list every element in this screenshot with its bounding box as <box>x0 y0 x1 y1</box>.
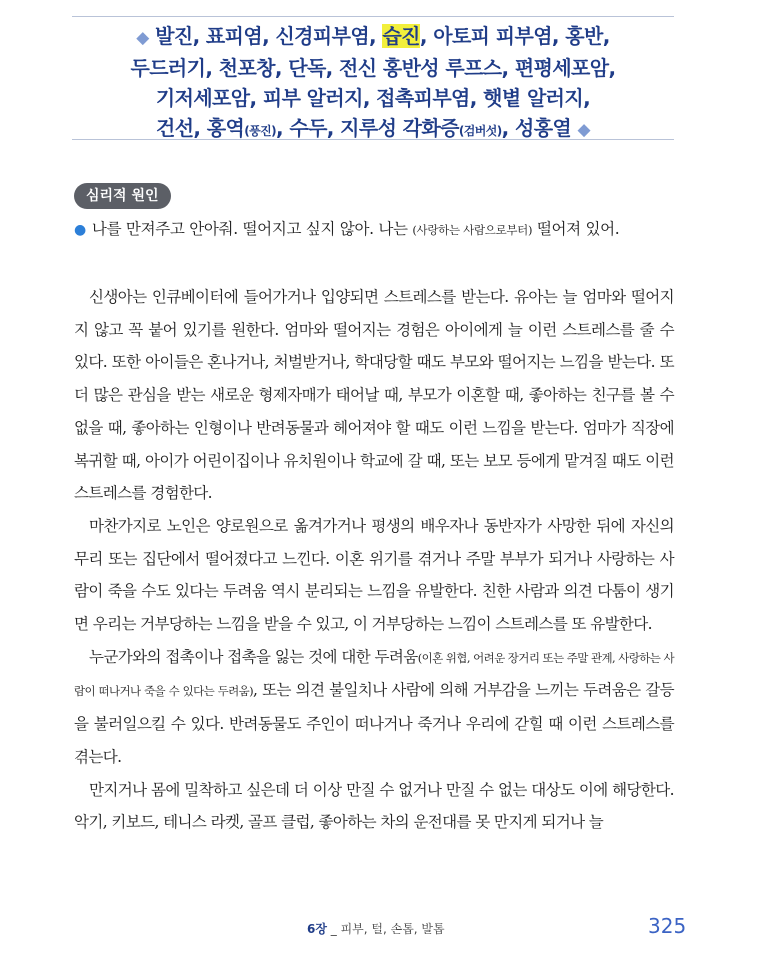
bullet-item: ● 나를 만져주고 안아줘. 떨어지고 싶지 않아. 나는 (사랑하는 사람으로부터) 떨어져 있어. <box>74 220 620 238</box>
header-line-2: 두드러기, 천포창, 단독, 전신 홍반성 루프스, 편평세포암, <box>130 56 616 80</box>
header-line-1: ◆ 발진, 표피염, 신경피부염, 습진, 아토피 피부염, 홍반, <box>136 24 610 48</box>
section-badge: 심리적 원인 <box>74 183 171 209</box>
page-footer <box>0 912 773 942</box>
body-text <box>74 281 674 839</box>
diamond-icon: ◆ <box>136 28 149 48</box>
paragraph: 신생아는 인큐베이터에 들어가거나 입양되면 스트레스를 받는다. 유아는 늘 엄마와 떨어지지 않고 꼭 붙어 있기를 원한다. 엄마와 떨어지는 경험은 아이에게 늘 이런 스트레스를 줄 수 있다. 또한 아이들은 혼나거나, 처벌받거나, 학대당할 때도 부모와 떨어지는 느낌을 받는다. 또 더 많은 관심을 받는 새로운 형제자매가 태어날 때, 부모가 이혼할 때, 좋아하는 친구를 볼 수 없을 때, 좋아하는 인형이나 반려동물과 헤어져야 할 때도 이런 느낌을 받는다. 엄마가 직장에 복귀할 때, 아이가 어린이집이나 유치원이나 학교에 갈 때, 또는 보모 등에게 맡겨질 때도 이런 스트레스를 경험한다. <box>74 288 674 503</box>
paragraph: 누군가와의 접촉이나 접촉을 잃는 것에 대한 두려움(이혼 위협, 어려운 장거리 또는 주말 관계, 사랑하는 사람이 떠나거나 죽을 수 있다는 두려움), 또는 의견 불일치나 사람에 의해 거부감을 느끼는 두려움은 갈등을 불러일으킬 수 있다. 반려동물도 주인이 떠나거나 죽거나 우리에 갇힐 때 이런 스트레스를 겪는다. <box>74 647 674 766</box>
diamond-icon: ◆ <box>577 120 590 140</box>
conditions-header <box>72 16 674 140</box>
highlighted-term: 습진 <box>382 24 420 48</box>
page-number: 325 <box>648 914 687 938</box>
header-line-4: 건선, 홍역(풍진), 수두, 지루성 각화증(검버섯), 성홍열 ◆ <box>155 116 590 140</box>
paragraph: 마찬가지로 노인은 양로원으로 옮겨가거나 평생의 배우자나 동반자가 사망한 뒤에 자신의 무리 또는 집단에서 떨어졌다고 느낀다. 이혼 위기를 겪거나 주말 부부가 되거나 사랑하는 사람이 죽을 수도 있다는 두려움 역시 분리되는 느낌을 유발한다. 친한 사람과 의견 다툼이 생기면 우리는 거부당하는 느낌을 받을 수 있고, 이 거부당하는 느낌이 스트레스를 또 유발한다. <box>74 516 674 634</box>
chapter-label: 6장 _ 피부, 털, 손톱, 발톱 <box>307 922 445 936</box>
bullet-dot-icon: ● <box>74 222 86 238</box>
header-line-3: 기저세포암, 피부 알러지, 접촉피부염, 햇볕 알러지, <box>155 86 591 110</box>
paragraph: 만지거나 몸에 밀착하고 싶은데 더 이상 만질 수 없거나 만질 수 없는 대상도 이에 해당한다. 악기, 키보드, 테니스 라켓, 골프 클럽, 좋아하는 차의 운전대를 못 만지게 되거나 늘 <box>74 780 674 832</box>
